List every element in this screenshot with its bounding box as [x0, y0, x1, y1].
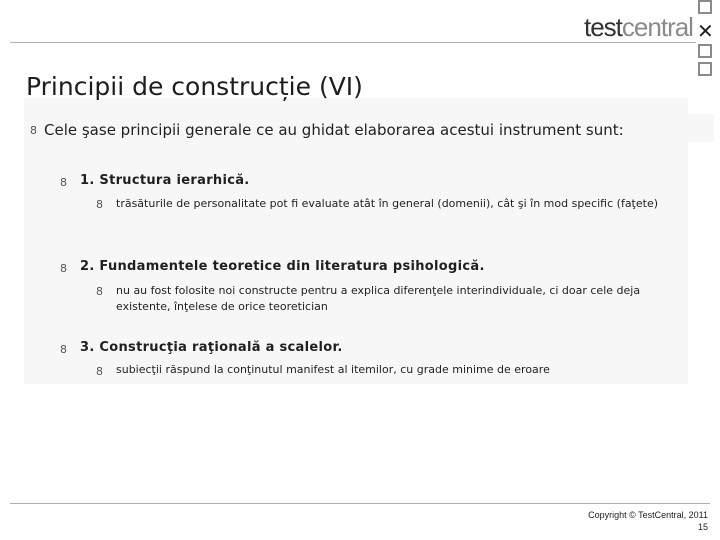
footer	[588, 509, 708, 533]
logo-text-central: central	[621, 12, 693, 42]
slide-title: Principii de construcție (VI)	[26, 72, 363, 101]
header-divider	[10, 42, 696, 43]
principle-heading: 3. Construcţia raţională a scalelor.	[80, 340, 343, 355]
footer-divider	[10, 503, 710, 504]
close-icon[interactable]: ✕	[697, 19, 714, 43]
logo-text-test: test	[584, 12, 622, 42]
principle-detail: subiecţii răspund la conţinutul manifest al itemilor, cu grade minime de eroare	[116, 363, 550, 376]
intro-text: Cele şase principii generale ce au ghidat elaborarea acestui instrument sunt:	[44, 121, 624, 139]
bullet-icon: 8	[96, 365, 103, 378]
principle-detail: nu au fost folosite noi constructe pentru a explica diferenţele interindividuale, ci doar cele deja existente, înţelese de orice teoretician	[116, 284, 641, 313]
bullet-icon: 8	[60, 343, 67, 356]
copyright-text: Copyright © TestCentral, 2011	[588, 510, 708, 520]
logo	[584, 14, 693, 40]
bullet-icon: 8	[96, 285, 103, 298]
page-number: 15	[697, 522, 708, 532]
principle-heading: 1. Structura ierarhică.	[80, 173, 250, 188]
window-square-icon	[698, 0, 712, 14]
bullet-icon: 8	[30, 124, 37, 137]
principle-heading: 2. Fundamentele teoretice din literatura psihologică.	[80, 259, 485, 274]
window-square-icon	[698, 44, 712, 58]
bullet-icon: 8	[96, 198, 103, 211]
principle-detail: trăsăturile de personalitate pot fi evaluate atât în general (domenii), cât şi în mod specific (faţete)	[116, 197, 659, 210]
bullet-icon: 8	[60, 176, 67, 189]
window-square-icon	[698, 62, 712, 76]
bullet-icon: 8	[60, 262, 67, 275]
